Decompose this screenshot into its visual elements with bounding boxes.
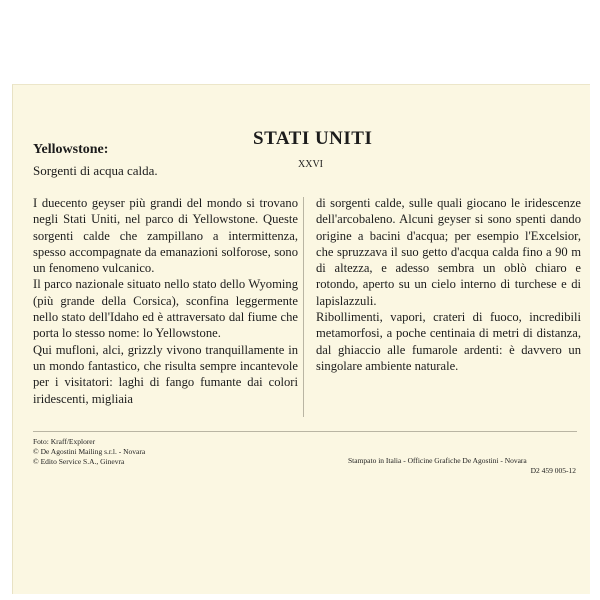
print-info: [348, 456, 576, 476]
paragraph: Ribollimenti, vapori, crateri di fuoco, incredibili metamorfosi, a poche centinaia di metri di distanza, dal ghiaccio alle fumarole ardenti: è davvero un singolare ambiente naturale.: [316, 310, 581, 373]
paragraph: Qui mufloni, alci, grizzly vivono tranquillamente in un mondo fantastico, che risulta sempre incantevole per i visitatori: laghi di fango fumante dai colori iridescenti, migliaia: [33, 342, 298, 406]
photo-credit: Foto: Kraff/Explorer: [33, 437, 96, 446]
column-divider: [303, 197, 304, 417]
text-column-right: [316, 195, 581, 374]
printer-line: Stampato in Italia - Officine Grafiche De Agostini - Novara: [348, 456, 527, 465]
paragraph: di sorgenti calde, sulle quali giocano le iridescenze dell'arcobaleno. Alcuni geyser si sono spenti dando origine a bacini d'acqua; per esempio l'Excelsior, che spruzzava il suo getto d'acqua calda fino a 90 m di altezza, e adesso sembra un oblò chiaro e rotondo, aperto su un cielo interno di turchese e di lapislazzuli.: [316, 196, 581, 308]
paragraph: I duecento geyser più grandi del mondo si trovano negli Stati Uniti, nel parco di Yellowstone. Queste sorgenti calde che zampillano a intermittenza, spesso accompagnate da emanazioni solforose, sono un fenomeno vulcanico.: [33, 196, 298, 276]
copyright-line: © De Agostini Mailing s.r.l. - Novara: [33, 447, 146, 456]
subject-subheading: Sorgenti di acqua calda.: [33, 163, 158, 178]
copyright-line: © Edito Service S.A., Ginevra: [33, 457, 125, 466]
product-code: D2 459 005-12: [530, 466, 576, 475]
subject-heading: Yellowstone:: [33, 142, 109, 157]
paragraph: Il parco nazionale situato nello stato dello Wyoming (più grande della Corsica), sconfina leggermente nello stato dell'Idaho ed è attraversato dal fiume che porta lo stesso nome: lo Yellowstone.: [33, 277, 298, 341]
footer-divider: [33, 431, 577, 432]
credits: [33, 437, 145, 467]
card-title: STATI UNITI: [253, 128, 373, 149]
card-number: XXVI: [298, 159, 323, 170]
text-column-left: [33, 195, 298, 407]
postcard-back: [12, 84, 590, 594]
